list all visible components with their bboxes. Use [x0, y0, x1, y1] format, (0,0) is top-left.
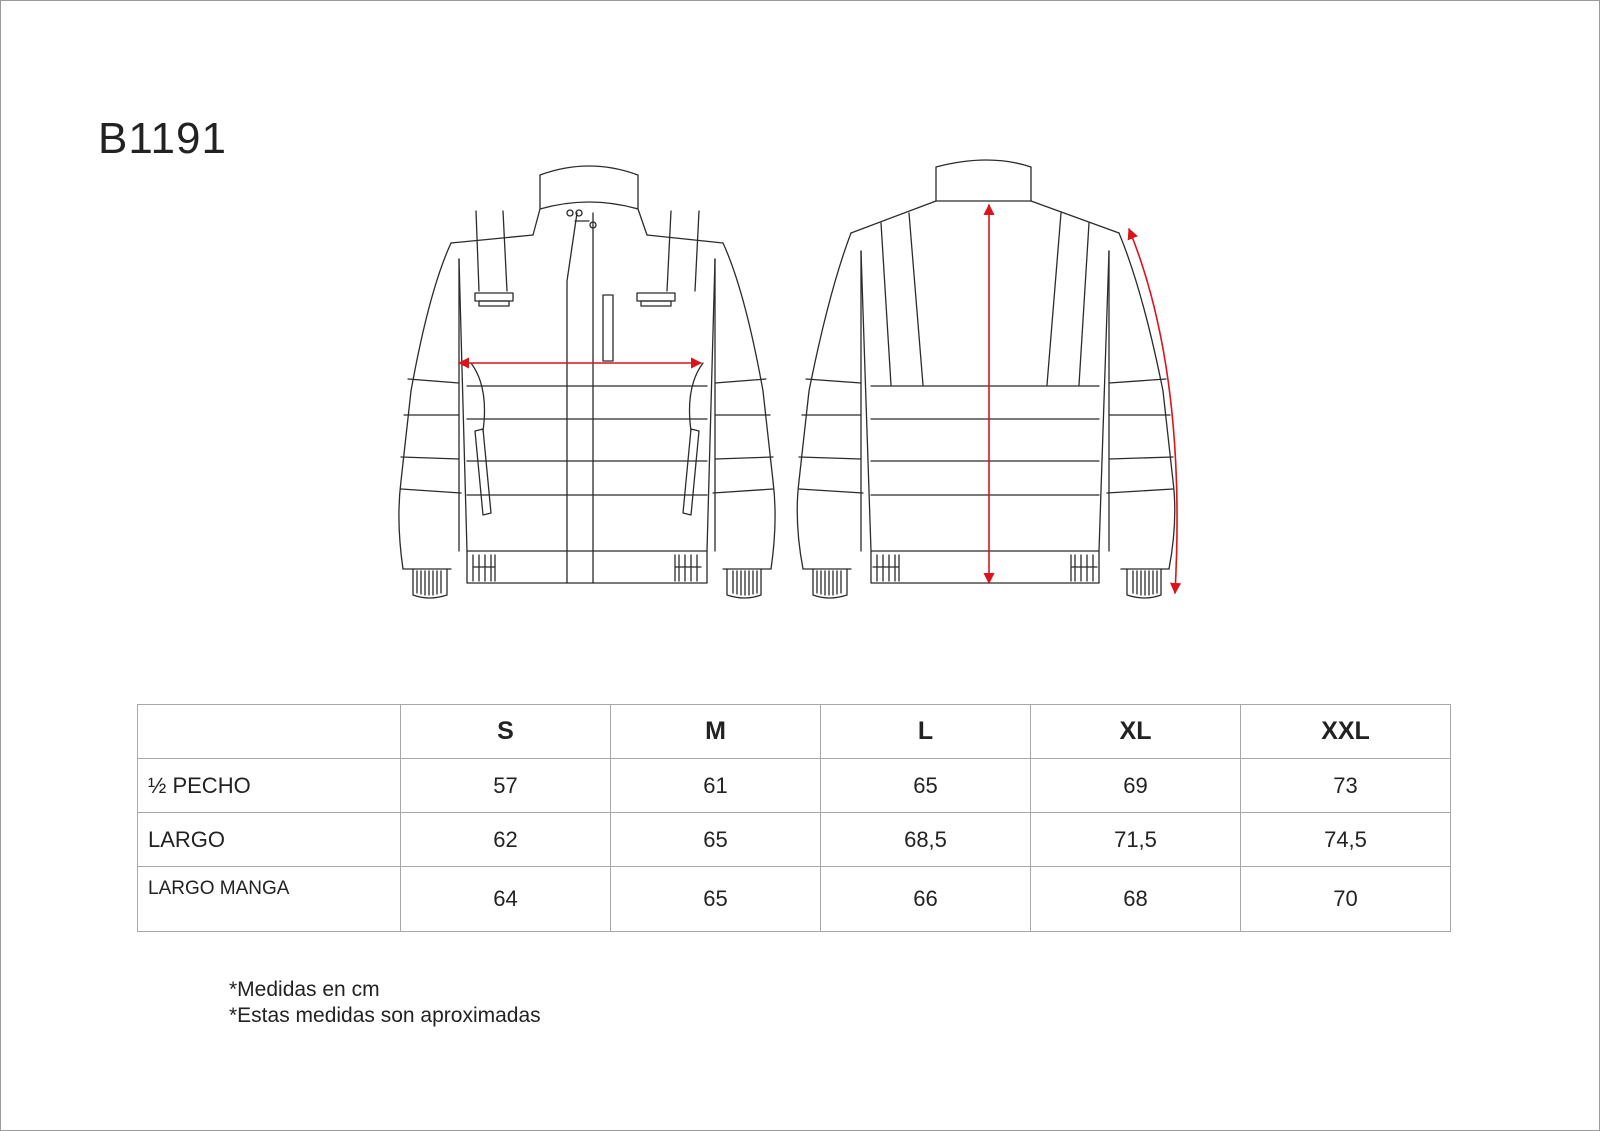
note-approximate: *Estas medidas son aproximadas	[229, 1004, 541, 1027]
table-cell: 68,5	[821, 813, 1031, 867]
table-cell: 65	[611, 867, 821, 932]
table-cell: 68	[1031, 867, 1241, 932]
table-cell: 71,5	[1031, 813, 1241, 867]
table-row	[138, 759, 1451, 813]
jacket-illustration	[371, 151, 1221, 621]
table-corner-cell	[138, 705, 401, 759]
size-header-row	[138, 705, 1451, 759]
table-cell: 66	[821, 867, 1031, 932]
table-cell: 57	[401, 759, 611, 813]
table-cell: 65	[611, 813, 821, 867]
table-cell: 61	[611, 759, 821, 813]
size-header-m: M	[611, 705, 821, 759]
row-label-largo: LARGO	[138, 813, 401, 867]
row-label-pecho: ½ PECHO	[138, 759, 401, 813]
table-cell: 64	[401, 867, 611, 932]
table-cell: 73	[1241, 759, 1451, 813]
front-jacket-outline	[399, 166, 775, 598]
table-row	[138, 867, 1451, 932]
measurement-notes	[229, 977, 541, 1029]
size-header-xl: XL	[1031, 705, 1241, 759]
size-table	[137, 704, 1451, 932]
note-units: *Medidas en cm	[229, 978, 380, 1001]
table-cell: 74,5	[1241, 813, 1451, 867]
product-code: B1191	[98, 114, 227, 163]
table-cell: 69	[1031, 759, 1241, 813]
back-jacket-outline	[797, 160, 1177, 598]
size-header-xxl: XXL	[1241, 705, 1451, 759]
size-header-l: L	[821, 705, 1031, 759]
table-row	[138, 813, 1451, 867]
table-cell: 70	[1241, 867, 1451, 932]
row-label-largo-manga: LARGO MANGA	[138, 867, 401, 932]
size-header-s: S	[401, 705, 611, 759]
table-cell: 62	[401, 813, 611, 867]
table-cell: 65	[821, 759, 1031, 813]
